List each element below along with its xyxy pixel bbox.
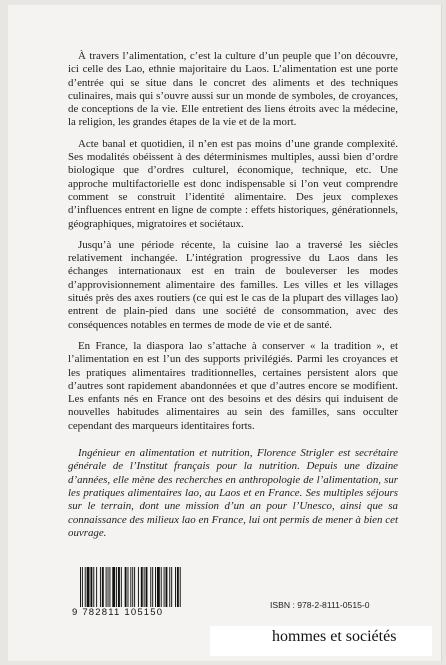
paragraph-3: Jusqu’à une période récente, la cuisine lao a traversé les siècles relativement inchangée. L’intégration progressive du Laos dans les échanges internationaux est en train de bouleverser les modes d’approvisionnement alimentaire des familles. Les villes et les villages situés près des axes routiers (ce qui est le cas de la plupart des villages lao) entrent de plain-pied dans une société de consommation, avec des conséquences notables en termes de mode de vie et de santé. [68, 238, 398, 331]
paragraph-1: À travers l’alimentation, c’est la culture d’un peuple que l’on découvre, ici celle des Lao, ethnie majoritaire du Laos. L’alimentation est une porte d’entrée qui se situe dans le concret des aliments et des techniques culinaires, mais qui s’ouvre aussi sur un monde de symboles, de croyances, de conceptions de la vie. Elle entretient des liens étroits avec la médecine, la religion, les grandes étapes de la vie et de la mort. [68, 50, 398, 129]
barcode-bars [80, 567, 220, 609]
back-cover-text [68, 50, 398, 540]
publisher-name: hommes et sociétés [272, 628, 397, 645]
barcode [72, 567, 222, 618]
author-bio: Ingénieur en alimentation et nutrition, Florence Strigler est secrétaire générale de l’Institut français pour la nutrition. Depuis une dizaine d’années, elle mène des recherches en anthropologie de l’alimentation, sur les pratiques alimentaires lao, au Laos et en France. Ses multiples séjours sur le terrain, dont une mission d’un an pour l’Unesco, ainsi que sa connaissance des milieux lao en France, lui ont permis de mener à bien cet ouvrage. [68, 447, 398, 539]
paragraph-4: En France, la diaspora lao s’attache à conserver « la tradition », et l’alimentation en est l’un des supports privilégiés. Parmi les croyances et les pratiques alimentaires traditionnelles, certaines persistent alors que d’autres sont rapidement abandonnées et que d’autres encore se modifient. Les enfants nés en France ont des besoins et des désirs qui induisent de nouvelles habitudes alimentaires au sein des familles, sans occulter cependant des marqueurs identitaires forts. [68, 339, 398, 432]
barcode-number: 9 782811 105150 [72, 607, 164, 618]
isbn: ISBN : 978-2-8111-0515-0 [270, 600, 370, 610]
paragraph-2: Acte banal et quotidien, il n’en est pas moins d’une grande complexité. Ses modalités obéissent à des déterminismes multiples, aussi bien d’ordre biologique que d’ordres culturel, économique, technique, etc. Une approche multifactorielle est donc indispensable si l’on veut comprendre comment se construit l’identité alimentaire. Des jeux complexes d’influences entrent en ligne de compte : effets historiques, générationnels, géographiques, migratoires et sociétaux. [68, 137, 398, 230]
